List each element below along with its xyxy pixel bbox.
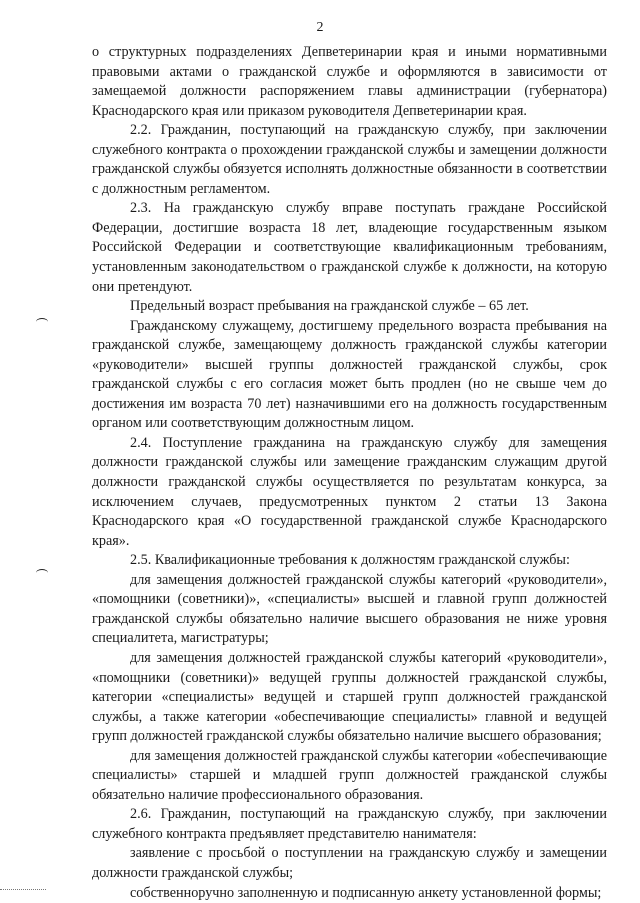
paragraph-age-limit: Предельный возраст пребывания на гражданской службе – 65 лет. [130, 298, 529, 315]
paragraph-requirement-leading-groups: для замещения должностей гражданской службы категорий «руководители», «помощники (советники)» ведущей группы должностей гражданской службы, категории «специалисты» ведущей и старшей групп должностей гражданской службы, а также категории «обеспечивающие специалисты» главной и ведущей групп должностей гражданской службы обязательно наличие высшего образования; [92, 649, 607, 745]
paragraph-age-extension: Гражданскому служащему, достигшему предельного возраста пребывания на гражданской службе, замещающему должность гражданской службы категории «руководители» высшей группы должностей гражданской службы, срок гражданской службы с его согласия может быть продлен (но не свыше чем до достижения им возраста 70 лет) назначившими его на должность государственным органом или соответствующим должностным лицом. [92, 317, 607, 432]
paragraph-requirement-junior-groups: для замещения должностей гражданской службы категории «обеспечивающие специалисты» старшей и младшей групп должностей гражданской службы обязательно наличие профессионального образования. [92, 747, 607, 803]
paragraph-application: заявление с просьбой о поступлении на гражданскую службу и замещении должности гражданской службы; [92, 845, 607, 881]
paragraph-questionnaire: собственноручно заполненную и подписанную анкету установленной формы; [130, 884, 602, 901]
paragraph-2-3: 2.3. На гражданскую службу вправе поступать граждане Российской Федерации, достигшие возраста 18 лет, владеющие государственным языком Российской Федерации и соответствующие квалификационным требованиям, установленным законодательством о гражданской службе к должности, на которую они претендуют. [92, 200, 607, 295]
scan-edge-mark [0, 889, 46, 890]
paragraph-requirement-higher-groups: для замещения должностей гражданской службы категорий «руководители», «помощники (советники)», «специалисты» высшей и главной групп должностей гражданской службы обязательно наличие высшего образования не ниже уровня специалитета, магистратуры; [92, 571, 607, 647]
paragraph-2-5: 2.5. Квалификационные требования к должностям гражданской службы: [130, 552, 570, 569]
margin-bracket-mark [36, 569, 48, 577]
page-number: 2 [316, 20, 324, 35]
paragraph-2-4: 2.4. Поступление гражданина на гражданскую службу для замещения должности гражданской службы или замещение гражданским служащим другой должности гражданской службы осуществляется по результатам конкурса, за исключением случаев, предусмотренных пунктом 2 статьи 13 Закона Краснодарского края «О государственной гражданской службе Краснодарского края». [92, 434, 607, 549]
document-body [92, 43, 607, 903]
paragraph-2-2: 2.2. Гражданин, поступающий на гражданскую службу, при заключении служебного контракта о прохождении гражданской службы и замещении должности гражданской службы обязуется исполнять должностные обязанности в соответствии с должностным регламентом. [92, 122, 607, 197]
paragraph-1: о структурных подразделениях Депветеринарии края и иными нормативными правовыми актами о гражданской службе и оформляются в зависимости от замещаемой должности распоряжением главы администрации (губернатора) Краснодарского края или приказом руководителя Депветеринарии края. [92, 44, 607, 119]
margin-bracket-mark [36, 318, 48, 326]
paragraph-2-6: 2.6. Гражданин, поступающий на гражданскую службу, при заключении служебного контракта предъявляет представителю нанимателя: [92, 806, 607, 842]
